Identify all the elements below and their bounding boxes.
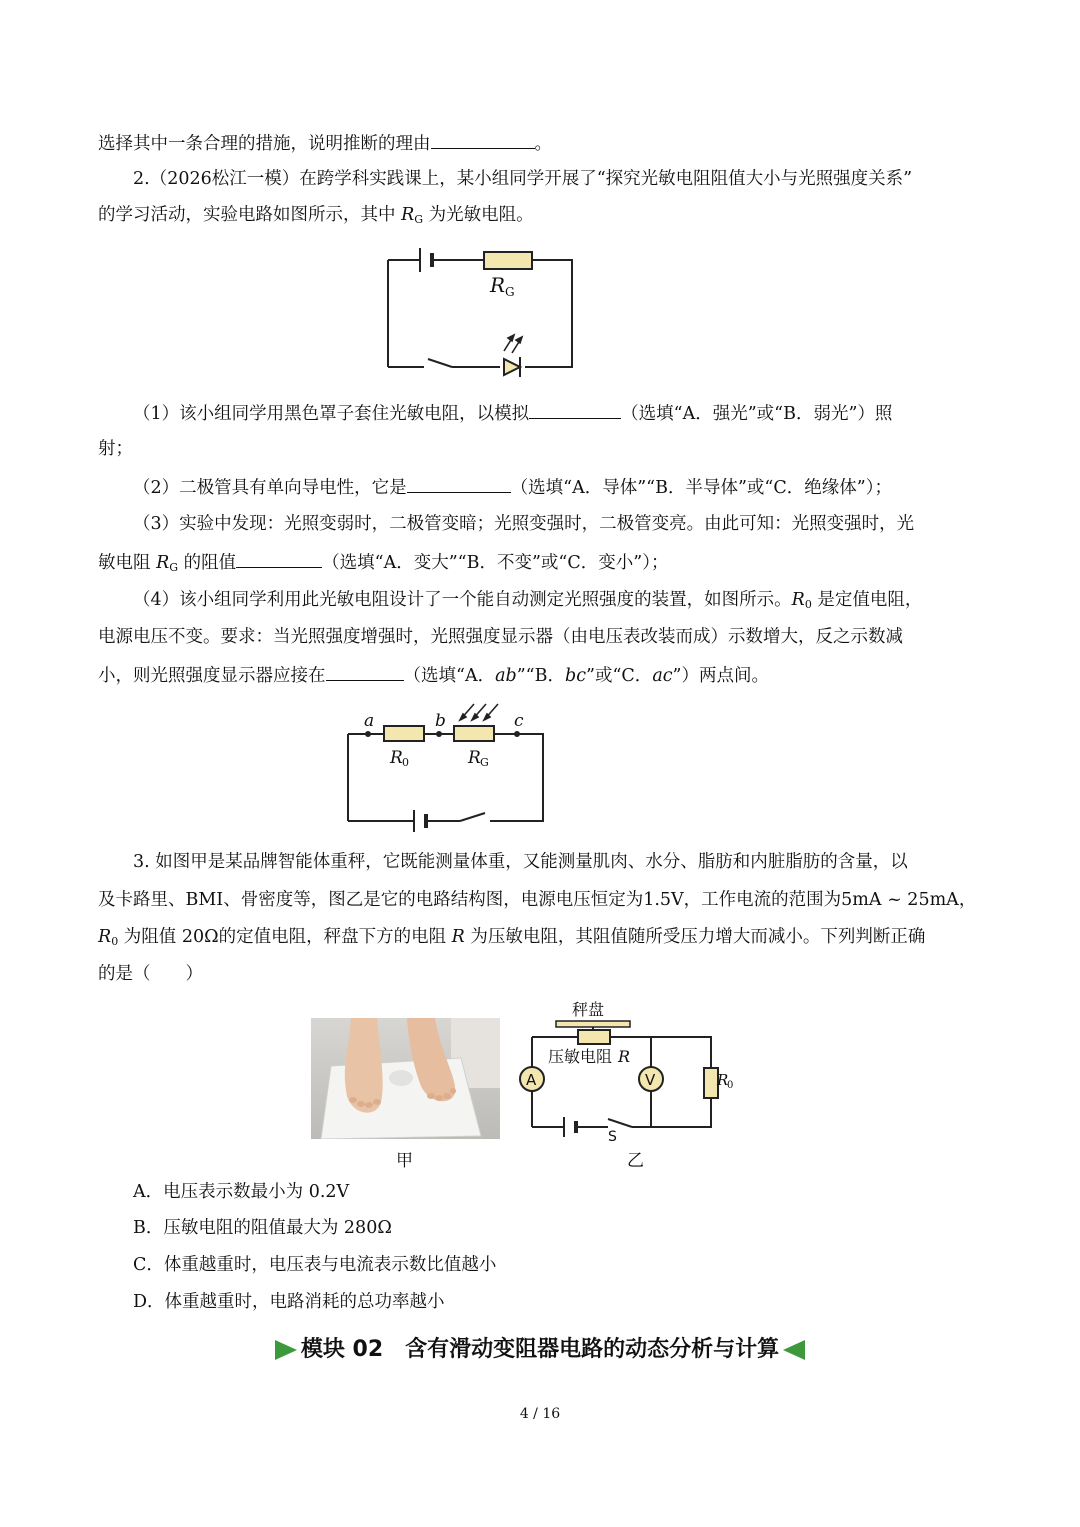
question-2-line-2: 的学习活动，实验电路如图所示，其中 $R_G$ 为光敏电阻。 [98, 205, 534, 226]
svg-text:0: 0 [402, 756, 409, 769]
answer-blank [236, 549, 322, 568]
answer-blank [326, 662, 404, 681]
option-d: D．体重越重时，电路消耗的总功率越小 [133, 1292, 445, 1312]
svg-text:R: R [618, 1047, 631, 1066]
pressure-sensor-resistor [578, 1030, 610, 1044]
svg-text:A: A [526, 1071, 537, 1089]
svg-text:G: G [505, 285, 515, 299]
option-b: B．压敏电阻的阻值最大为 280Ω [133, 1218, 392, 1238]
answer-blank [529, 400, 621, 419]
part-4-line-3: 小，则光照强度显示器应接在 （选填“A．ab”“B．bc”或“C．ac”）两点间。 [98, 662, 769, 688]
question-3-line-1: 3. 如图甲是某品牌智能体重秤，它既能测量体重，又能测量肌肉、水分、脂肪和内脏脂肪的含量，以 [133, 852, 908, 872]
question-3-line-2: 及卡路里、BMI、骨密度等，图乙是它的电路结构图，电源电压恒定为1.5V，工作电流的范围为5mA ~ 25mA， [98, 890, 977, 910]
r0-resistor [704, 1068, 718, 1098]
node-a [365, 731, 371, 737]
svg-text:b: b [435, 711, 446, 731]
circuit-diagram-ldr-led [380, 243, 580, 383]
question-2-line-1: 2.（2026松江一模）在跨学科实践课上，某小组同学开展了“探究光敏电阻阻值大小与光照强度关系” [133, 169, 913, 189]
incident-light-arrows [460, 704, 498, 720]
rg-label: R [490, 273, 506, 297]
part-1-line-2: 射； [98, 439, 133, 459]
svg-text:S: S [608, 1129, 617, 1145]
page-number: 4 / 16 [519, 1406, 561, 1422]
svg-text:c: c [514, 711, 524, 731]
svg-text:R: R [468, 748, 481, 768]
question-3-line-3: $R_0$ 为阻值 20Ω的定值电阻，秤盘下方的电阻 R 为压敏电阻，其阻值随所受压力增大而减小。下列判断正确 [98, 927, 926, 948]
node-b [436, 731, 442, 737]
section-heading: 模块 02 含有滑动变阻器电路的动态分析与计算 [240, 1333, 840, 1367]
sensor-label: 压敏电阻 [548, 1047, 613, 1066]
svg-text:V: V [645, 1071, 656, 1089]
circuit-diagram-light-meter [340, 700, 550, 840]
svg-text:G: G [480, 756, 489, 769]
option-c: C．体重越重时，电压表与电流表示数比值越小 [133, 1255, 497, 1275]
text-line: 选择其中一条合理的措施，说明推断的理由 。 [98, 130, 552, 156]
pan-label: 秤盘 [572, 1000, 605, 1019]
answer-blank [431, 130, 535, 149]
circuit-diagram-scale [510, 995, 735, 1145]
diode-symbol [504, 359, 520, 375]
svg-text:R: R [717, 1071, 729, 1089]
question-3-line-4: 的是（ ） [98, 964, 203, 984]
caption-yi: 乙 [627, 1151, 644, 1171]
scale-pan [556, 1021, 630, 1027]
svg-text:a: a [364, 711, 375, 731]
svg-text:R: R [390, 748, 403, 768]
svg-text:0: 0 [727, 1080, 734, 1091]
rg-photoresistor [454, 726, 494, 741]
part-4-line-2: 电源电压不变。要求：当光照强度增强时，光照强度显示器（由电压表改装而成）示数增大，反之示数减 [98, 627, 903, 647]
r0-resistor [384, 726, 424, 741]
part-1-line-1: （1）该小组同学用黑色罩子套住光敏电阻，以模拟 （选填“A．强光”或“B．弱光”）照 [133, 400, 892, 426]
part-2-line: （2）二极管具有单向导电性，它是 （选填“A．导体”“B．半导体”或“C．绝缘体”）； [133, 474, 892, 500]
light-emission-arrows [504, 335, 522, 353]
caption-jia: 甲 [396, 1151, 413, 1171]
part-3-line-2: 敏电阻 $R_G$ 的阻值 （选填“A．变大”“B．不变”或“C．变小”）； [98, 549, 668, 580]
photoresistor-symbol [484, 252, 532, 269]
part-3-line-1: （3）实验中发现：光照变弱时，二极管变暗；光照变强时，二极管变亮。由此可知：光照变强时，光 [133, 514, 915, 534]
answer-blank [407, 474, 511, 493]
arrow-left-icon [783, 1340, 805, 1360]
option-a: A．电压表示数最小为 0.2V [133, 1182, 350, 1202]
smart-scale-photo [311, 1018, 500, 1139]
scale-feet-illustration [311, 1018, 500, 1139]
arrow-right-icon [275, 1340, 297, 1360]
node-c [514, 731, 520, 737]
part-4-line-1: （4）该小组同学利用此光敏电阻设计了一个能自动测定光照强度的装置，如图所示。$R_0$ 是定值电阻， [133, 590, 923, 611]
